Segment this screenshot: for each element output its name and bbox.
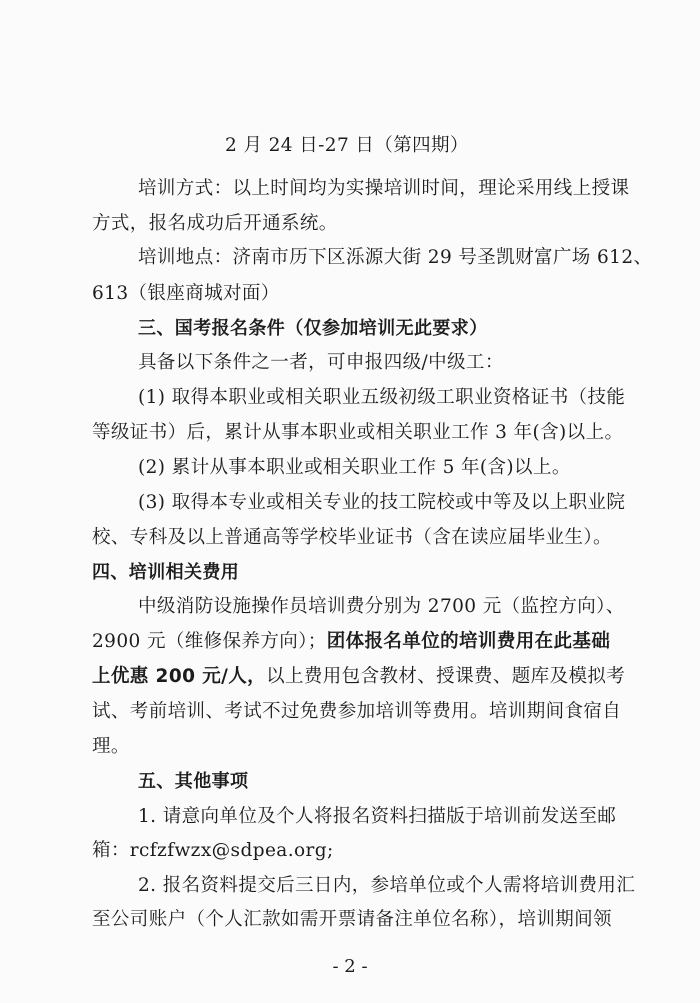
fee-line-1: 中级消防设施操作员培训费分别为 2700 元（监控方向）、	[138, 596, 625, 617]
fee-line-2	[92, 630, 610, 654]
section-3-heading: 三、国考报名条件（仅参加培训无此要求）	[138, 318, 488, 339]
condition-3-line-2: 校、专科及以上普通高等学校毕业证书（含在读应届毕业生）。	[92, 527, 612, 548]
section-4-heading: 四、培训相关费用	[92, 562, 240, 583]
training-mode-line-1: 培训方式：以上时间均为实操培训时间，理论采用线上授课	[138, 178, 630, 199]
other-1-line-1: 1. 请意向单位及个人将报名资料扫描版于培训前发送至邮	[138, 806, 617, 827]
fee-line-2-normal: 2900 元（维修保养方向）；	[92, 631, 327, 652]
condition-1-line-2: 等级证书）后，累计从事本职业或相关职业工作 3 年(含)以上。	[92, 422, 624, 443]
fee-line-2-bold: 团体报名单位的培训费用在此基础	[326, 631, 611, 652]
training-location-line-1: 培训地点：济南市历下区泺源大街 29 号圣凯财富广场 612、	[138, 247, 653, 268]
fee-line-3	[92, 665, 625, 689]
section-3-intro: 具备以下条件之一者，可申报四级/中级工：	[138, 352, 504, 373]
section-5-heading: 五、其他事项	[138, 771, 249, 792]
other-2-line-1: 2. 报名资料提交后三日内，参培单位或个人需将培训费用汇	[138, 875, 636, 896]
training-mode-line-2: 方式，报名成功后开通系统。	[92, 213, 338, 234]
fee-line-3-normal: 以上费用包含教材、授课费、题库及模拟考	[266, 666, 626, 687]
other-2-line-2: 至公司账户（个人汇款如需开票请备注单位名称），培训期间领	[92, 909, 612, 930]
fee-line-5: 理。	[92, 736, 130, 757]
other-1-line-2: 箱：rcfzfwzx@sdpea.org;	[92, 840, 334, 861]
condition-2-line-1: (2) 累计从事本职业或相关职业工作 5 年(含)以上。	[138, 457, 571, 478]
page-number: - 2 -	[332, 956, 368, 977]
fee-line-4: 试、考前培训、考试不过免费参加培训等费用。培训期间食宿自	[92, 701, 622, 722]
session-line: 2 月 24 日-27 日（第四期）	[225, 135, 469, 156]
fee-line-3-bold: 上优惠 200 元/人，	[92, 666, 267, 687]
condition-1-line-1: (1) 取得本职业或相关职业五级初级工职业资格证书（技能	[138, 387, 626, 408]
condition-3-line-1: (3) 取得本专业或相关专业的技工院校或中等及以上职业院	[138, 492, 626, 513]
training-location-line-2: 613（银座商城对面）	[92, 283, 280, 304]
